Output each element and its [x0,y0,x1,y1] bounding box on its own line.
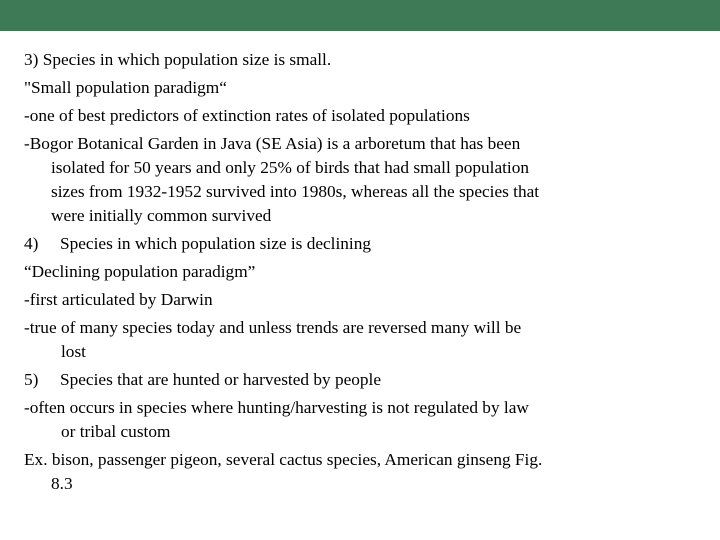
line-bogor-cont-3: were initially common survived [51,206,272,225]
line-bogor-cont-1: isolated for 50 years and only 25% of birds that had small population [51,158,530,177]
header-bar [0,0,720,31]
line-hunting-regulated-cont: or tribal custom [61,422,171,441]
line-best-predictors: -one of best predictors of extinction rates of isolated populations [24,106,470,125]
list-text: Species in which population size is declining [60,234,372,253]
line-small-population-heading: 3) Species in which population size is small. [24,50,332,69]
list-number: 5) [24,370,39,389]
line-declining-paradigm: “Declining population paradigm” [24,262,256,281]
line-many-species-cont: lost [61,342,86,361]
line-bogor-garden: -Bogor Botanical Garden in Java (SE Asia) is a arboretum that has been [24,134,521,153]
line-examples: Ex. bison, passenger pigeon, several cactus species, American ginseng Fig. [24,450,543,469]
line-darwin: -first articulated by Darwin [24,290,213,309]
line-declining-heading [24,230,371,258]
line-small-population-paradigm: "Small population paradigm“ [24,78,227,97]
line-hunting-regulated: -often occurs in species where hunting/harvesting is not regulated by law [24,398,529,417]
list-text: Species that are hunted or harvested by people [60,370,382,389]
list-number: 4) [24,234,39,253]
line-examples-cont: 8.3 [51,474,73,493]
line-hunted-heading [24,366,381,394]
line-many-species: -true of many species today and unless trends are reversed many will be [24,318,522,337]
line-bogor-cont-2: sizes from 1932-1952 survived into 1980s, whereas all the species that [51,182,540,201]
